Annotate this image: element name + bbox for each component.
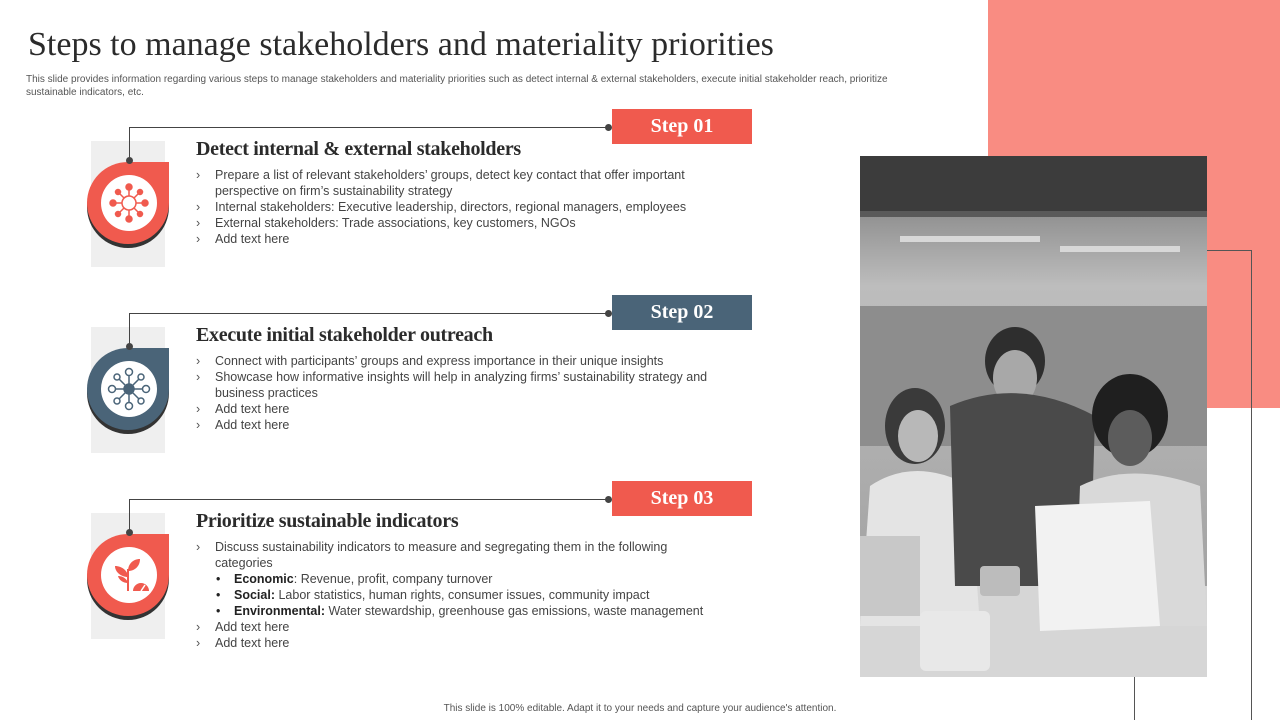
category-item [196,603,726,619]
connector-line [129,127,609,128]
step-tag: Step 02 [612,295,752,330]
step-heading: Execute initial stakeholder outreach [196,324,493,346]
bullet-item: › Add text here [196,635,726,651]
bullet-list [196,167,726,247]
frame-line [1251,250,1252,720]
footer-note: This slide is 100% editable. Adapt it to your needs and capture your audience's attention. [443,703,837,714]
page-title: Steps to manage stakeholders and materiality priorities [28,26,774,63]
connector-dot [126,343,133,350]
connector-line [129,127,130,161]
bullet-item: › Discuss sustainability indicators to measure and segregating them in the following categories [196,539,726,571]
category-item [196,587,726,603]
category-text: Labor statistics, human rights, consumer issues, community impact [275,588,650,602]
connector-dot [605,496,612,503]
step-heading: Detect internal & external stakeholders [196,138,521,160]
connector-line [129,313,130,347]
bullet-item: › Add text here [196,231,726,247]
team-photo [860,156,1207,677]
category-text: Water stewardship, greenhouse gas emissions, waste management [325,604,704,618]
category-item [196,571,726,587]
step-tag: Step 03 [612,481,752,516]
connector-line [129,499,609,500]
bullet-list [196,353,726,433]
step-02 [0,295,760,485]
connector-line [129,313,609,314]
bullet-item: › Add text here [196,417,726,433]
step-01 [0,109,760,299]
bullet-item: › Prepare a list of relevant stakeholders’ groups, detect key contact that offer important perspective on firm’s sustainability strategy [196,167,726,199]
category-label: Environmental: [234,604,325,618]
connector-dot [126,157,133,164]
category-label: Social: [234,588,275,602]
bullet-item: › Add text here [196,619,726,635]
stakeholder-network-icon [101,175,157,231]
bullet-item: › Add text here [196,401,726,417]
connector-dot [605,124,612,131]
bullet-item: › Connect with participants’ groups and express importance in their unique insights [196,353,726,369]
bullet-item: › Showcase how informative insights will help in analyzing firms’ sustainability strategy and business practices [196,369,726,401]
bullet-item: › External stakeholders: Trade associations, key customers, NGOs [196,215,726,231]
plant-gauge-icon [101,547,157,603]
category-label: Economic [234,572,294,586]
bullet-item: › Internal stakeholders: Executive leadership, directors, regional managers, employees [196,199,726,215]
step-tag: Step 01 [612,109,752,144]
step-03 [0,481,760,681]
connector-dot [605,310,612,317]
category-text: : Revenue, profit, company turnover [293,572,493,586]
page-subtitle: This slide provides information regarding various steps to manage stakeholders and materiality priorities such as detect internal & external stakeholders, execute initial stakeholder reach, prioritize sustainable indicators, etc. [26,74,888,98]
connector-line [129,499,130,533]
step-heading: Prioritize sustainable indicators [196,510,459,532]
people-network-icon [101,361,157,417]
frame-line [1207,250,1252,251]
bullet-list [196,539,726,651]
connector-dot [126,529,133,536]
